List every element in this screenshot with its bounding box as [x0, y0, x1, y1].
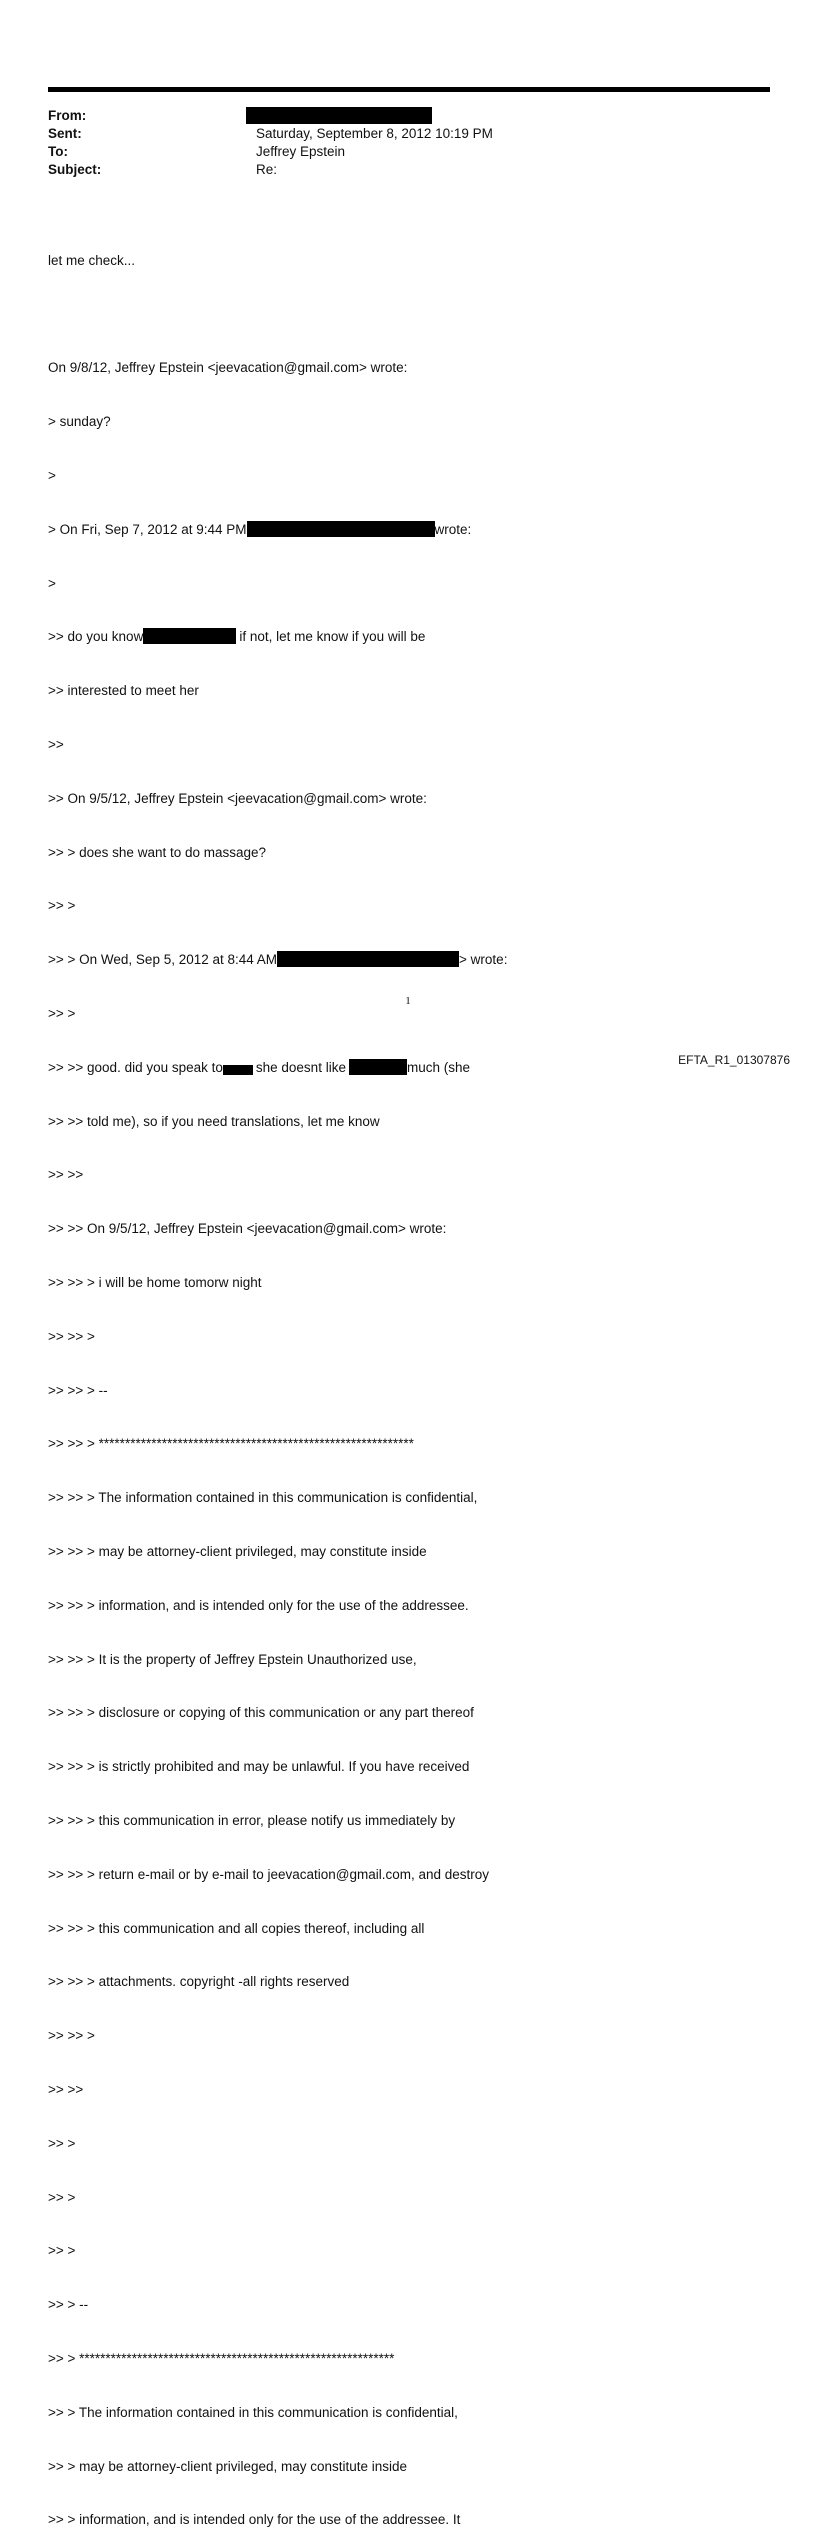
body-line: > On Fri, Sep 7, 2012 at 9:44 PM wrote:	[48, 521, 472, 537]
sent-label: Sent:	[48, 126, 82, 141]
body-line: >> do you know if not, let me know if you will be	[48, 629, 426, 645]
body-line: >> >	[48, 1006, 76, 1022]
body-line: >> >> > attachments. copyright -all rights reserved	[48, 1974, 350, 1990]
email-body	[48, 216, 768, 2547]
subject-row	[48, 161, 768, 179]
body-line: >> >> told me), so if you need translations, let me know	[48, 1113, 380, 1129]
to-row	[48, 143, 768, 161]
from-row	[48, 107, 768, 125]
subject-label: Subject:	[48, 162, 102, 177]
body-line: >> >> > i will be home tomorw night	[48, 1275, 262, 1291]
body-line: >	[48, 575, 56, 591]
redaction-block	[277, 951, 459, 967]
body-line: let me check...	[48, 252, 136, 268]
body-line: >> >>	[48, 2081, 84, 2097]
redaction-sender	[246, 107, 432, 124]
body-line: >> > may be attorney-client privileged, may constitute inside	[48, 2458, 408, 2474]
body-line: >> >> > this communication in error, please notify us immediately by	[48, 1812, 456, 1828]
body-line: >> >> > information, and is intended only for the use of the addressee.	[48, 1597, 469, 1613]
body-line: >> >> On 9/5/12, Jeffrey Epstein <jeevacation@gmail.com> wrote:	[48, 1221, 447, 1237]
redaction-block	[143, 628, 236, 644]
body-line: >> >> > return e-mail or by e-mail to jeevacation@gmail.com, and destroy	[48, 1866, 490, 1882]
body-line: >> >> > may be attorney-client privileged, may constitute inside	[48, 1544, 427, 1559]
page-number: 1	[405, 995, 411, 1007]
header-rule	[48, 87, 770, 92]
sent-value: Saturday, September 8, 2012 10:19 PM	[256, 126, 493, 141]
sent-row	[48, 125, 768, 143]
to-value: Jeffrey Epstein	[256, 144, 346, 159]
body-line: >> interested to meet her	[48, 683, 199, 699]
body-line: >> >> good. did you speak to she doesnt like much (she	[48, 1059, 470, 1075]
body-line: >> >	[48, 898, 76, 914]
body-line: >> > --	[48, 2297, 89, 2313]
body-line: >> On 9/5/12, Jeffrey Epstein <jeevacation@gmail.com> wrote:	[48, 790, 427, 806]
redaction-block	[247, 521, 435, 537]
body-line: >> >> >	[48, 2028, 95, 2044]
body-line: >> >	[48, 2243, 76, 2259]
body-line: >> >	[48, 2135, 76, 2151]
document-id: EFTA_R1_01307876	[678, 1053, 790, 1067]
redaction-block	[223, 1065, 253, 1075]
body-line: >	[48, 468, 56, 484]
body-line: >> > ************************************************************	[48, 2350, 395, 2366]
body-line: >> >> > ************************************************************	[48, 1436, 414, 1452]
body-line: >> > On Wed, Sep 5, 2012 at 8:44 AM > wrote:	[48, 952, 508, 968]
body-line: >> >> >	[48, 1328, 95, 1344]
to-label: To:	[48, 144, 68, 159]
body-line: >> >> > The information contained in this communication is confidential,	[48, 1490, 478, 1506]
body-line: On 9/8/12, Jeffrey Epstein <jeevacation@gmail.com> wrote:	[48, 360, 408, 376]
body-line: >> >> > --	[48, 1382, 108, 1398]
body-line: >> >>	[48, 1167, 84, 1183]
email-header	[48, 107, 768, 179]
redaction-block	[349, 1059, 407, 1075]
body-line: >> >> > is strictly prohibited and may be unlawful. If you have received	[48, 1759, 470, 1775]
body-line: >> > The information contained in this communication is confidential,	[48, 2404, 458, 2420]
body-line: >> >> > this communication and all copies thereof, including all	[48, 1920, 425, 1936]
body-line: >> > does she want to do massage?	[48, 844, 267, 860]
body-line: >> >	[48, 2189, 76, 2205]
body-line: >>	[48, 737, 64, 753]
body-line: > sunday?	[48, 414, 111, 430]
from-label: From:	[48, 108, 87, 123]
subject-value: Re:	[256, 162, 278, 177]
body-line: >> > information, and is intended only for the use of the addressee. It	[48, 2512, 461, 2528]
body-line: >> >> > It is the property of Jeffrey Epstein Unauthorized use,	[48, 1651, 417, 1667]
body-line: >> >> > disclosure or copying of this communication or any part thereof	[48, 1705, 474, 1721]
